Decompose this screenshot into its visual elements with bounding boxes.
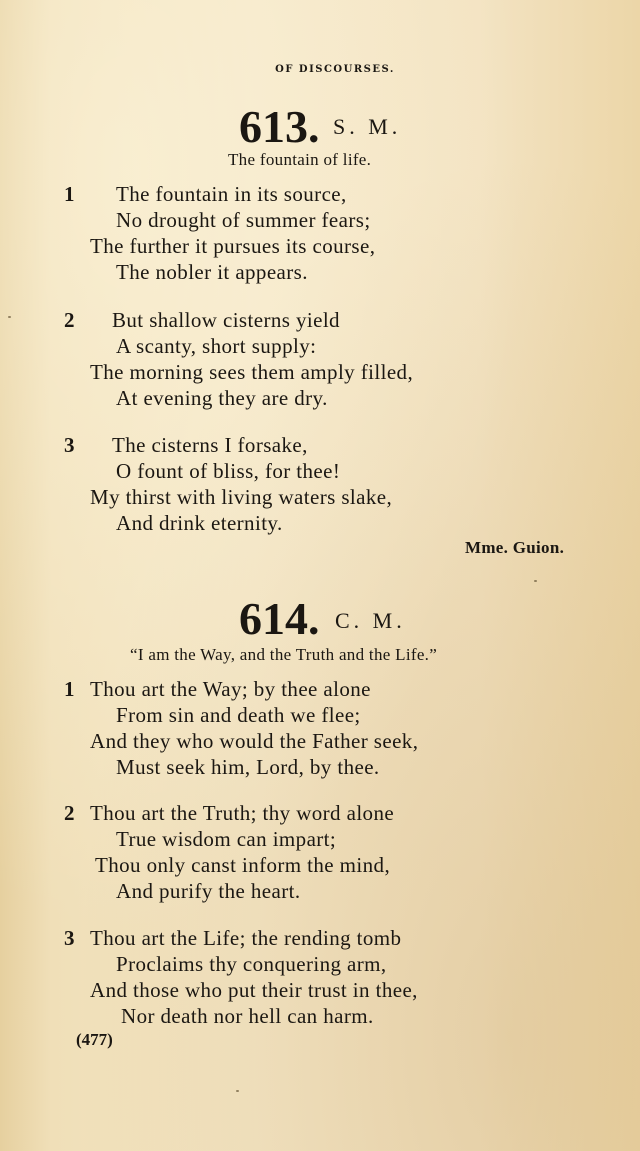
hymn-614-title: “I am the Way, and the Truth and the Life.” [130, 645, 438, 664]
hymn-614-verse-1-line-2: From sin and death we flee; [116, 703, 361, 727]
hymn-613-verse-1-line-1: The fountain in its source, [116, 182, 347, 206]
hymn-613-author: Mme. Guion. [465, 538, 565, 557]
hymn-614-verse-2-line-3: Thou only canst inform the mind, [95, 853, 391, 877]
hymn-614-verse-3-number: 3 [64, 926, 75, 950]
hymn-613-verse-1-number: 1 [64, 182, 75, 206]
hymn-614-verse-3-line-2: Proclaims thy conquering arm, [116, 952, 387, 976]
hymn-613-verse-1-line-2: No drought of summer fears; [116, 208, 371, 232]
hymn-613-verse-2-line-3: The morning sees them amply filled, [90, 360, 414, 384]
hymn-614-verse-3-line-4: Nor death nor hell can harm. [121, 1004, 374, 1028]
paper-speck [534, 580, 537, 582]
hymn-614-verse-1-line-4: Must seek him, Lord, by thee. [116, 755, 380, 779]
paper-speck [236, 1090, 239, 1092]
page-number: (477) [76, 1030, 113, 1049]
hymn-613-meter: S. M. [333, 114, 402, 139]
hymn-613-verse-3-line-3: My thirst with living waters slake, [90, 485, 393, 509]
hymn-613-verse-2-line-1: But shallow cisterns yield [112, 308, 340, 332]
hymn-613-verse-1-line-4: The nobler it appears. [116, 260, 308, 284]
hymn-613-title: The fountain of life. [228, 150, 372, 169]
hymn-614-verse-2-number: 2 [64, 801, 75, 825]
hymn-614-verse-1-line-1: Thou art the Way; by thee alone [90, 677, 371, 701]
hymn-613-number: 613. [239, 101, 320, 152]
hymn-614-verse-1-number: 1 [64, 677, 75, 701]
hymn-614-verse-1-line-3: And they who would the Father seek, [90, 729, 419, 753]
hymn-613-verse-1-line-3: The further it pursues its course, [90, 234, 376, 258]
hymn-613-verse-3-number: 3 [64, 433, 75, 457]
hymn-614-verse-3-line-1: Thou art the Life; the rending tomb [90, 926, 402, 950]
hymn-613-verse-3-line-2: O fount of bliss, for thee! [116, 459, 341, 483]
hymn-613-verse-2-number: 2 [64, 308, 75, 332]
hymn-613-verse-3-line-4: And drink eternity. [116, 511, 283, 535]
hymn-613-verse-2-line-2: A scanty, short supply: [116, 334, 317, 358]
hymn-613-verse-3-line-1: The cisterns I forsake, [112, 433, 308, 457]
hymn-614-verse-3-line-3: And those who put their trust in thee, [90, 978, 418, 1002]
hymn-613-verse-2-line-4: At evening they are dry. [116, 386, 328, 410]
hymn-614-meter: C. M. [335, 608, 406, 633]
hymn-614-verse-2-line-4: And purify the heart. [116, 879, 301, 903]
running-head: OF DISCOURSES. [275, 64, 395, 75]
hymn-614-verse-2-line-1: Thou art the Truth; thy word alone [90, 801, 395, 825]
hymn-614-verse-2-line-2: True wisdom can impart; [116, 827, 337, 851]
hymn-614-number: 614. [239, 593, 320, 644]
paper-speck [8, 316, 11, 318]
